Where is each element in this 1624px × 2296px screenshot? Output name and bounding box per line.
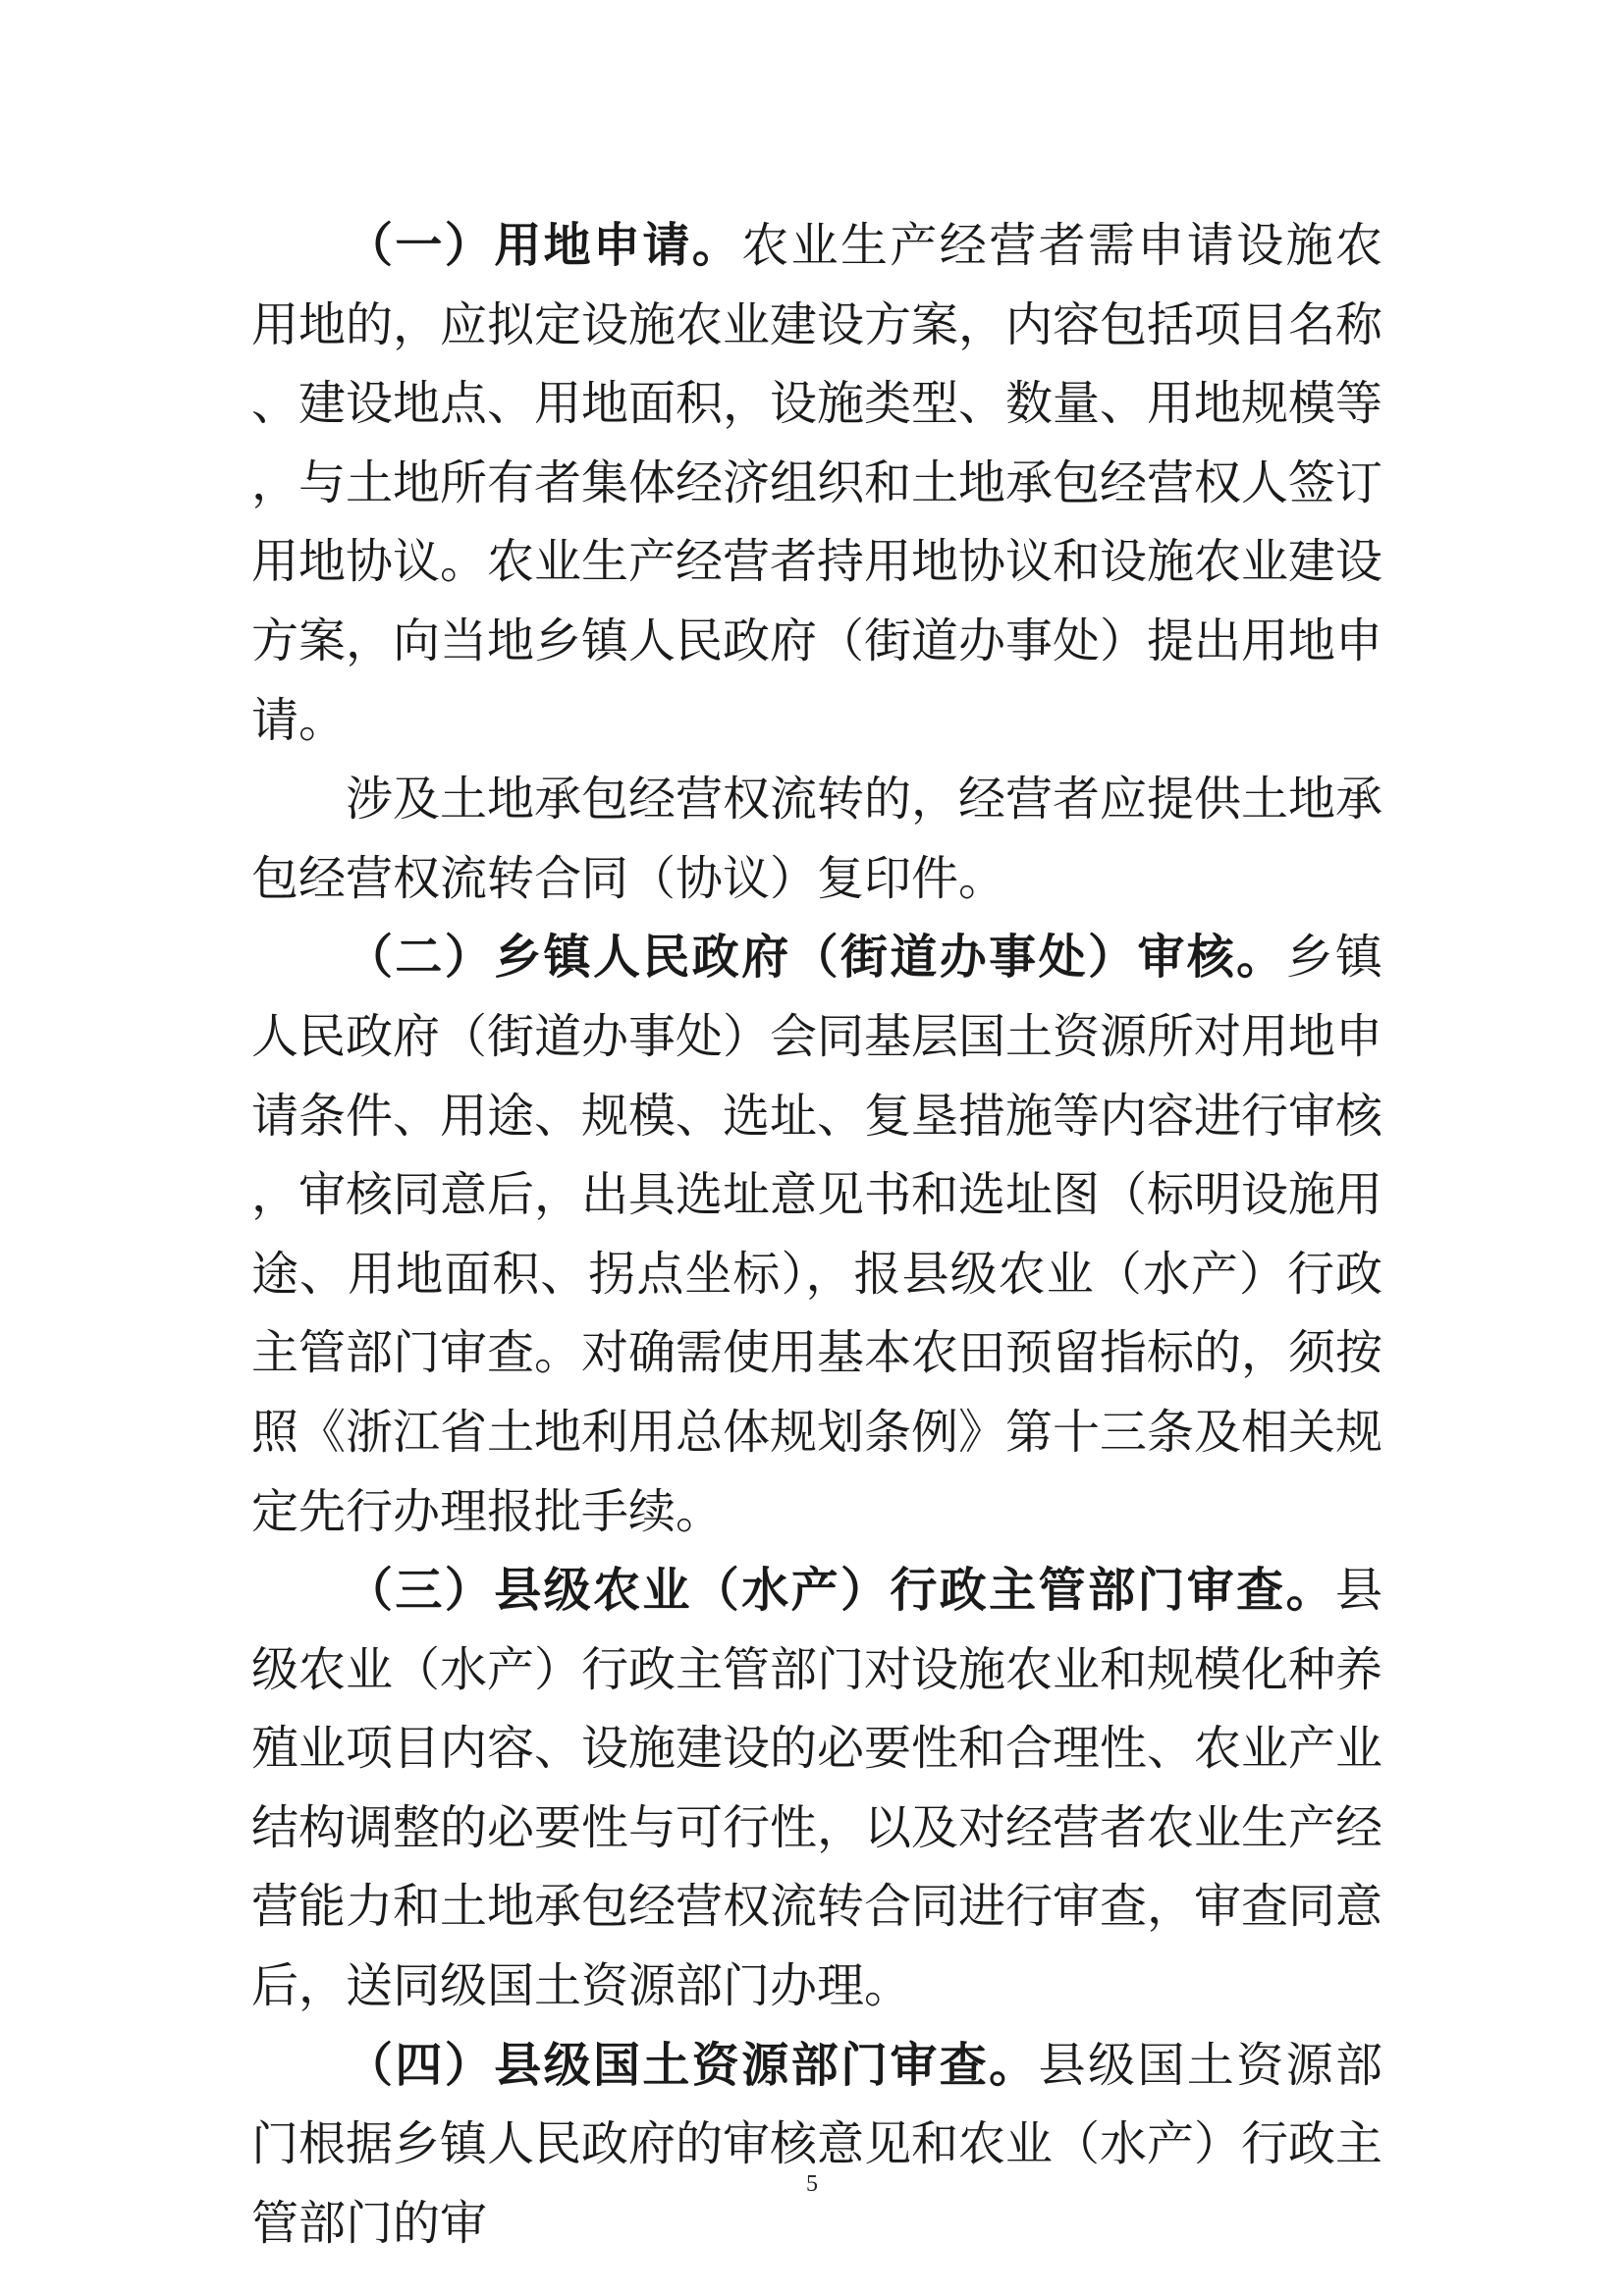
paragraph-land-transfer [251,760,1382,918]
paragraph-agriculture-review [251,1551,1382,2026]
paragraph-text: 乡镇人民政府（街道办事处）会同基层国土资源所对用地申请条件、用途、规模、选址、复垦措施等内容进行审核，审核同意后，出具选址意见书和选址图（标明设施用途、用地面积、拐点坐标），报县级农业（水产）行政主管部门审查。对确需使用基本农田预留指标的，须按照《浙江省土地利用总体规划条例》第十三条及相关规定先行办理报批手续。 [251,930,1383,1539]
heading-township-review: （二）乡镇人民政府（街道办事处）审核。 [346,930,1286,986]
paragraph-land-application [251,206,1382,760]
paragraph-text: 县级国土资源部门根据乡镇人民政府的审核意见和农业（水产）行政主管部门的审 [251,2037,1383,2251]
document-body [251,206,1382,2263]
paragraph-land-resources-review [251,2026,1382,2264]
paragraph-text: 农业生产经营者需申请设施农用地的，应拟定设施农业建设方案，内容包括项目名称、建设地点、用地面积，设施类型、数量、用地规模等，与土地所有者集体经济组织和土地承包经营权人签订用地协议。农业生产经营者持用地协议和设施农业建设方案，向当地乡镇人民政府（街道办事处）提出用地申请。 [251,218,1383,748]
heading-land-application: （一）用地申请。 [346,218,742,273]
paragraph-text: 涉及土地承包经营权流转的，经营者应提供土地承包经营权流转合同（协议）复印件。 [251,772,1383,906]
page-number: 5 [806,2171,818,2197]
paragraph-township-review [251,918,1382,1551]
paragraph-text: 县级农业（水产）行政主管部门对设施农业和规模化种养殖业项目内容、设施建设的必要性和合理性、农业产业结构调整的必要性与可行性，以及对经营者农业生产经营能力和土地承包经营权流转合同进行审查，审查同意后，送同级国土资源部门办理。 [251,1563,1383,2014]
heading-agriculture-review: （三）县级农业（水产）行政主管部门审查。 [346,1563,1335,1619]
heading-land-resources-review: （四）县级国土资源部门审查。 [346,2037,1039,2093]
